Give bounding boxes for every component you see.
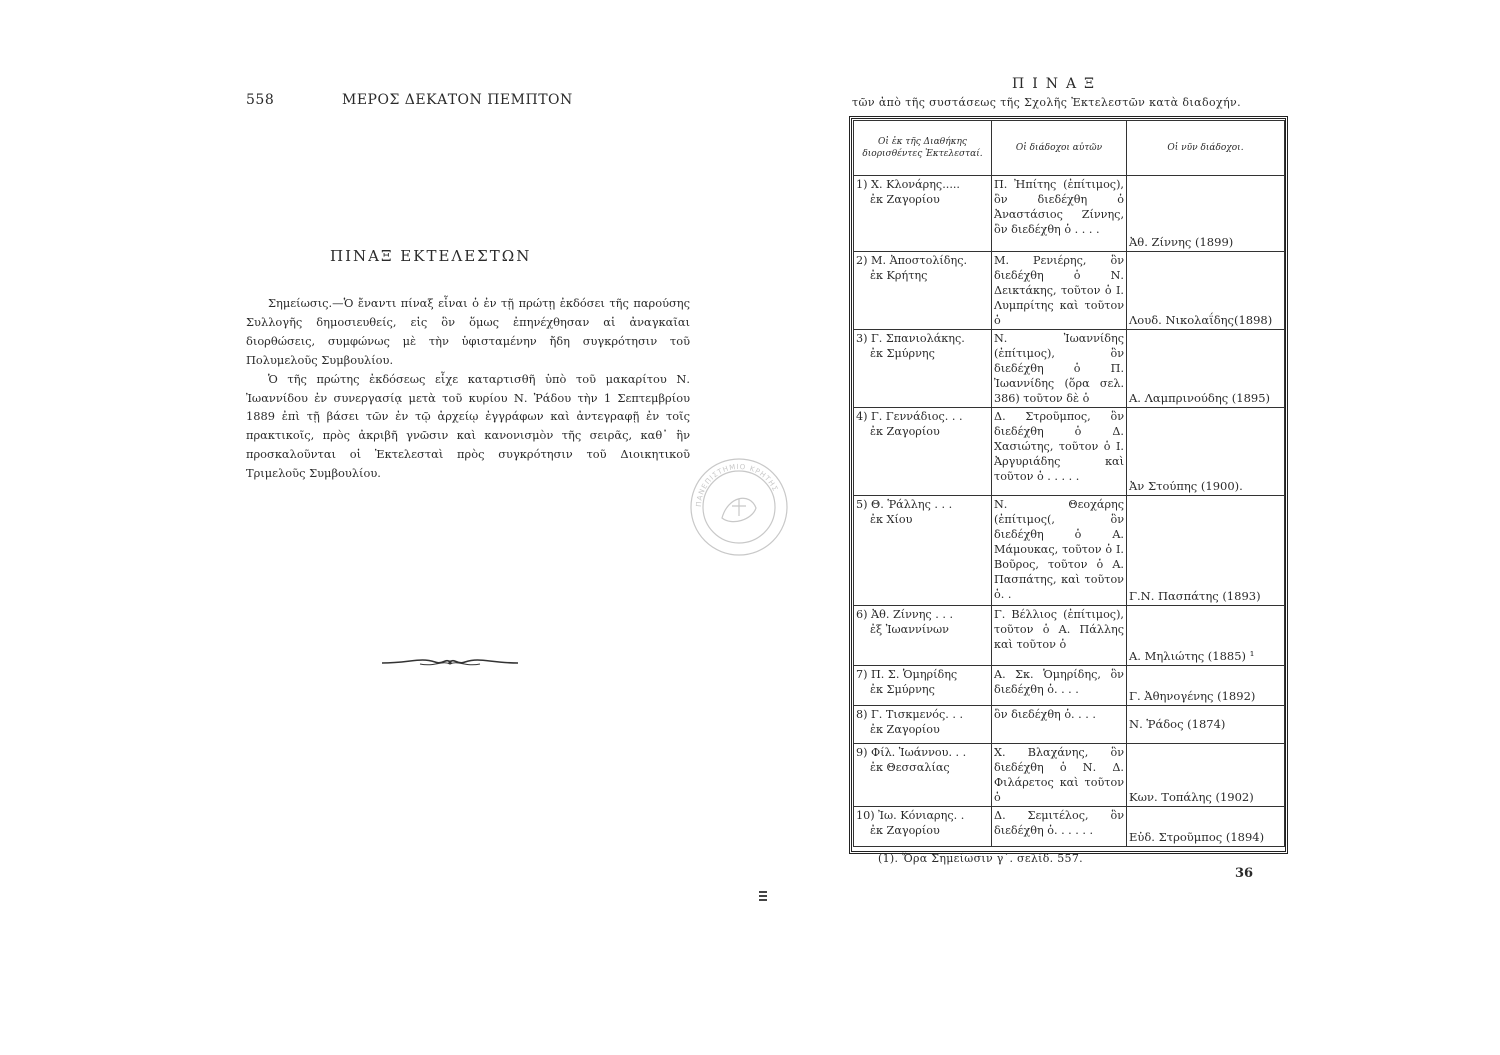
executor-name: 3) Γ. Σπανιολάκης. [856, 332, 965, 345]
table-row [854, 666, 1285, 706]
executor-name: 2) Μ. Ἀποστολίδης. [856, 254, 968, 267]
current-successor-cell: Γ. Ἀθηνογένης (1892) [1127, 666, 1285, 706]
successions-table [853, 120, 1285, 847]
running-head: ΜΕΡΟΣ ΔΕΚΑΤΟΝ ΠΕΜΠΤΟΝ [342, 92, 573, 108]
note-text [246, 294, 690, 483]
note-paragraph-1: Σημείωσις.—Ὁ ἔναντι πίναξ εἶναι ὁ ἐν τῇ πρώτῃ ἐκδόσει τῆς παρούσης Συλλογῆς δημοσιευθείς, εἰς ὃν ὅμως ἐπηνέχθησαν αἱ ἀναγκαῖαι διορθώσεις, συμφώνως μὲ τὴν ὑφισταμένην ἤδη συγκρότησιν τοῦ Πολυμελοῦς Συμβουλίου. [246, 296, 690, 367]
successors-cell: Δ. Σεμιτέλος, ὃν διεδέχθη ὁ. . . . . . [992, 807, 1127, 847]
left-page-number: 558 [246, 92, 275, 108]
executor-name: 6) Ἀθ. Ζίννης . . . [856, 608, 954, 621]
executor-origin: ἐξ Ἰωαννίνων [870, 623, 949, 636]
current-successor-cell: Γ.Ν. Πασπάτης (1893) [1127, 496, 1285, 606]
table-title: ΠΙΝΑΞ [1012, 76, 1102, 92]
executor-origin: ἐκ Ζαγορίου [870, 193, 940, 206]
library-stamp-icon [688, 456, 790, 558]
executor-name: 9) Φίλ. Ἰωάννου. . . [856, 746, 967, 759]
successors-cell: Μ. Ρενιέρης, ὃν διεδέχθη ὁ Ν. Δεικτάκης, τοῦτον ὁ Ι. Λυμπρίτης καὶ τοῦτον ὁ [992, 252, 1127, 330]
executor-origin: ἐκ Κρήτης [870, 269, 928, 282]
executor-cell [854, 252, 992, 330]
executor-name: 8) Γ. Τισκμενός. . . [856, 708, 964, 721]
executor-cell [854, 606, 992, 666]
executor-cell [854, 807, 992, 847]
table-row [854, 252, 1285, 330]
executor-name: 4) Γ. Γεννάδιος. . . [856, 410, 963, 423]
current-successor-cell: Ἀθ. Ζίννης (1899) [1127, 176, 1285, 252]
executor-name: 7) Π. Σ. Ὁμηρίδης [856, 668, 958, 681]
table-row [854, 408, 1285, 496]
table-row [854, 330, 1285, 408]
executor-cell [854, 330, 992, 408]
successors-cell: Π. Ἠπίτης (ἐπίτιμος), ὃν διεδέχθη ὁ Ἀναστάσιος Ζίννης, ὃν διεδέχθη ὁ . . . . [992, 176, 1127, 252]
current-successor-cell: Εὐδ. Στροῦμπος (1894) [1127, 807, 1285, 847]
table-row [854, 176, 1285, 252]
executor-cell [854, 408, 992, 496]
executor-origin: ἐκ Σμύρνης [870, 683, 935, 696]
executor-cell [854, 496, 992, 606]
stamp-lettering: ΠΑΝΕΠΙΣΤΗΜΙΟ ΚΡΗΤΗΣ [694, 462, 780, 508]
executor-cell [854, 176, 992, 252]
table-row [854, 744, 1285, 807]
successors-cell: ὃν διεδέχθη ὁ. . . . [992, 706, 1127, 744]
binding-mark-icon [758, 890, 768, 902]
header-current-successors: Οἱ νῦν διάδοχοι. [1127, 121, 1285, 176]
successors-cell: Ν. Θεοχάρης (ἐπίτιμος(, ὃν διεδέχθη ὁ Α. Μάμουκας, τοῦτον ὁ Ι. Βοῦρος, τοῦτον ὁ Α. Πασπάτης, καὶ τοῦτον ὁ. . [992, 496, 1127, 606]
table-row [854, 706, 1285, 744]
successors-cell: Γ. Βέλλιος (ἐπίτιμος), τοῦτον ὁ Α. Πάλλης καὶ τοῦτον ὁ [992, 606, 1127, 666]
table-row [854, 496, 1285, 606]
successors-cell: Α. Σκ. Ὁμηρίδης, ὃν διεδέχθη ὁ. . . . [992, 666, 1127, 706]
footnote: (1). Ὅρα Σημείωσιν γ΄. σελίδ. 557. [878, 852, 1083, 865]
executor-name: 5) Θ. Ῥάλλης . . . [856, 498, 953, 511]
current-successor-cell: Α. Μηλιώτης (1885) ¹ [1127, 606, 1285, 666]
current-successor-cell: Λουδ. Νικολαΐδης(1898) [1127, 252, 1285, 330]
executor-origin: ἐκ Ζαγορίου [870, 425, 940, 438]
executor-origin: ἐκ Ζαγορίου [870, 723, 940, 736]
current-successor-cell: Ν. Ῥάδος (1874) [1127, 706, 1285, 744]
successors-cell: Ν. Ἰωαννίδης (ἐπίτιμος), ὃν διεδέχθη ὁ Π. Ἰωαννίδης (ὅρα σελ. 386) τοῦτον δὲ ὁ [992, 330, 1127, 408]
table-header-row [854, 121, 1285, 176]
left-page-title: ΠΙΝΑΞ ΕΚΤΕΛΕΣΤΩΝ [330, 247, 532, 265]
executor-origin: ἐκ Ζαγορίου [870, 824, 940, 837]
current-successor-cell: Α. Λαμπρινούδης (1895) [1127, 330, 1285, 408]
table-row [854, 807, 1285, 847]
executor-origin: ἐκ Θεσσαλίας [870, 761, 950, 774]
successors-cell: Χ. Βλαχάνης, ὃν διεδέχθη ὁ Ν. Δ. Φιλάρετος καὶ τοῦτον ὁ [992, 744, 1127, 807]
executor-origin: ἐκ Σμύρνης [870, 347, 935, 360]
ornament-divider [380, 654, 520, 670]
table-row [854, 606, 1285, 666]
executor-name: 10) Ἰω. Κόνιαρης. . [856, 809, 965, 822]
current-successor-cell: Ἀν Στούπης (1900). [1127, 408, 1285, 496]
svg-text:ΠΑΝΕΠΙΣΤΗΜΙΟ ΚΡΗΤΗΣ [695, 463, 780, 507]
executor-name: 1) Χ. Κλονάρης..... [856, 178, 960, 191]
right-page-number: 36 [1235, 866, 1254, 881]
executor-cell [854, 666, 992, 706]
executor-origin: ἐκ Χίου [870, 513, 913, 526]
header-executors: Οἱ ἐκ τῆς Διαθήκης διορισθέντες Ἐκτελεσταί. [854, 121, 992, 176]
executor-cell [854, 706, 992, 744]
executor-cell [854, 744, 992, 807]
successors-cell: Δ. Στροῦμπος, ὃν διεδέχθη ὁ Δ. Χασιώτης, τοῦτον ὁ Ι. Ἀργυριάδης καὶ τοῦτον ὁ . . . . . [992, 408, 1127, 496]
table-subtitle: τῶν ἀπὸ τῆς συστάσεως τῆς Σχολῆς Ἐκτελεστῶν κατὰ διαδοχήν. [852, 96, 1242, 109]
note-paragraph-2: Ὁ τῆς πρώτης ἐκδόσεως εἶχε καταρτισθῆ ὑπὸ τοῦ μακαρίτου Ν. Ἰωαννίδου ἐν συνεργασίᾳ μετὰ τοῦ κυρίου Ν. Ῥάδου τὴν 1 Σεπτεμβρίου 1889 ἐπὶ τῇ βάσει τῶν ἐν τῷ ἀρχείῳ ἐγγράφων καὶ ἀντεγραφῇ ἐν τοῖς πρακτικοῖς, πρὸς ἀκριβῆ γνῶσιν καὶ κανονισμὸν τῆς σειρᾶς, καθ᾽ ἣν προσκαλοῦνται οἱ Ἐκτελεσταὶ πρὸς συγκρότησιν τοῦ Διοικητικοῦ Τριμελοῦς Συμβουλίου. [246, 371, 690, 481]
header-successors: Οἱ διάδοχοι αὐτῶν [992, 121, 1127, 176]
current-successor-cell: Κων. Τοπάλης (1902) [1127, 744, 1285, 807]
